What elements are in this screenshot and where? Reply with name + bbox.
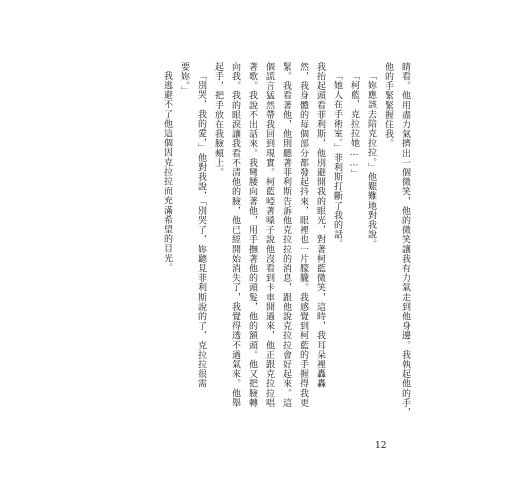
text-column: 然，我身體的每個部分都發起抖來，眼裡也一片朦朧。我感覺到柯藍的手握得我更 <box>298 62 308 408</box>
text-column: 著歌。我說不出話來。我彎腰向著他，用手撫著他的頭髮，他的額頭。他又把臉轉 <box>247 62 257 408</box>
text-column: 「妳應該去陪克拉拉。」他艱難地對我說。 <box>366 71 376 249</box>
text-column: 「別哭，我的愛，」他對我說，「別哭了，妳聽見菲利斯說的了，克拉拉很需 <box>196 71 206 389</box>
text-column: 「她人在手術室。」菲利斯打斷了我的話。 <box>332 71 342 249</box>
text-column: 緊。我看著他，他則聽著菲利斯告訴他克拉拉的消息，跟他說克拉拉會好起來。這 <box>281 62 291 408</box>
text-column: 「柯藍，克拉拉她……」 <box>349 71 359 179</box>
text-column: 睛看。他用盡力氣擠出一個微笑，他的微笑讓我有力氣走到他身邊。我執起他的手， <box>400 62 410 418</box>
text-column: 我抬起頭看菲利斯，他別避開我的眼光，對著柯藍微笑，這時，我耳朵裡轟轟 <box>315 62 325 389</box>
text-column: 要妳。」 <box>179 62 189 96</box>
text-column: 我逃避不了他這個因克拉拉而充滿希望的目光。 <box>162 71 172 273</box>
text-column: 起手，把手放在我臉頰上。 <box>213 62 223 178</box>
text-column: 他的手緊緊握住我。 <box>383 62 393 149</box>
vertical-text-block <box>140 62 410 418</box>
page-number: 12 <box>375 441 387 451</box>
text-column: 個謊言猛然帶我回到現實。柯藍啞著嗓子說他沒看到卡車開過來，他正跟克拉拉唱 <box>264 62 274 408</box>
text-column: 向我。我的眼淚讓我看不清他的臉，他已經開始消失了，我覺得透不過氣來。他舉 <box>230 62 240 408</box>
